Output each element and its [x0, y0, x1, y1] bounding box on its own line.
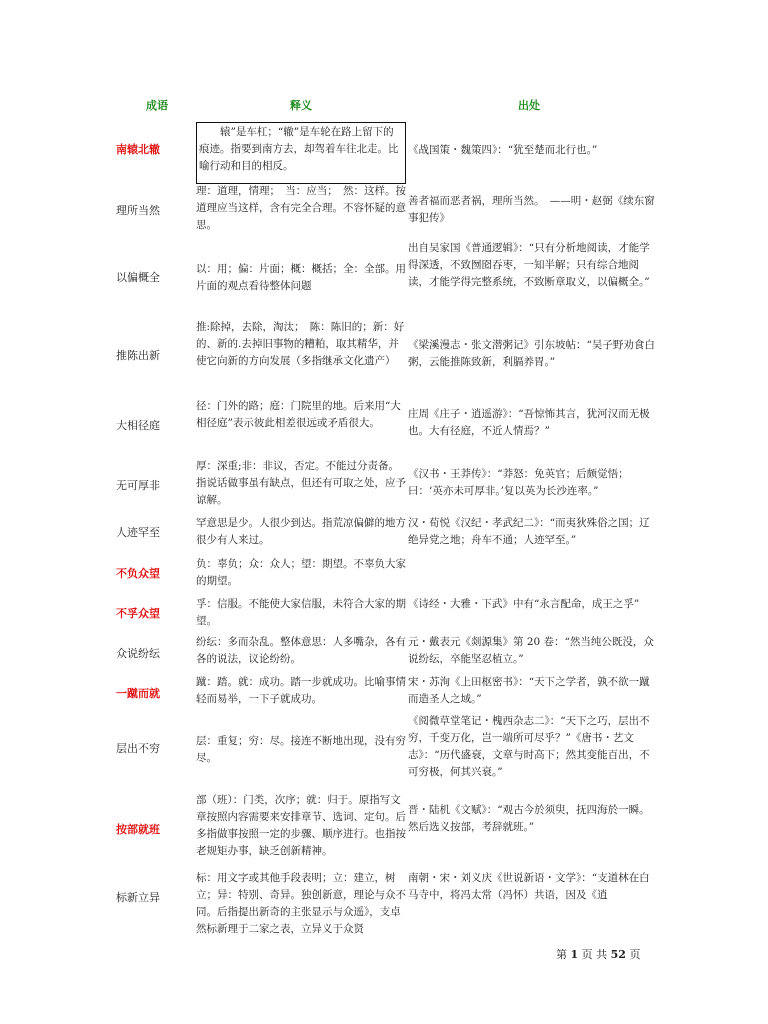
source-cell: 《阅微草堂笔记・槐西杂志二》：“天下之巧，层出不穷，千变万化，岂一端所可尽乎？”《唐书・艺文志》：“历代盛衰，文章与时高下；然其变能百出，不可穷极，何其兴衰。”: [408, 715, 650, 778]
meaning-cell: 推:除掉，去除，淘汰； 陈：陈旧的；新：好的、新的.去掉旧事物的糟粕，取其精华，并使它向新的方向发展（多指继承文化遗产）: [196, 321, 405, 367]
meaning-cell: 蹴：踏。就：成功。踏一步就成功。比喻事情轻而易举，一下子就成功。: [196, 676, 406, 705]
source-cell: 《战国策・魏策四》：“犹至楚而北行也。”: [408, 144, 598, 156]
idiom-cell: 按部就班: [116, 823, 160, 836]
page-footer: [556, 946, 640, 962]
idiom-cell: 理所当然: [116, 204, 160, 217]
meaning-cell: 孚：信服。不能使大家信服，未符合大家的期望。: [196, 598, 406, 627]
idiom-cell: 不负众望: [116, 567, 160, 580]
page-number: 1: [570, 948, 579, 961]
source-cell: 《诗经・大雅・下武》中有“永言配命，成王之孚”: [408, 598, 640, 610]
source-cell: 元・戴表元《剡源集》第 20 卷：“然当纯公既没，众说纷纭，卒能坚忍植立。”: [408, 636, 654, 665]
column-header-meaning: 释义: [290, 99, 312, 112]
meaning-cell: 部（班）：门类，次序；就：归于。原指写文章按照内容需要来安排章节、选词、定句。后多指做事按照一定的步骤、顺序进行。也指按老规矩办事，缺乏创新精神。: [196, 794, 406, 857]
meaning-cell: 理：道理，情理； 当：应当； 然：这样。按道理应当这样，含有完全合理。不容怀疑的意思。: [196, 185, 406, 231]
footer-suffix: 页: [629, 948, 641, 961]
meaning-cell: 以：用；偏：片面；概：概括；全：全部。用片面的观点看待整体问题: [196, 263, 406, 292]
source-cell: 出自吴家国《普通逻辑》：“只有分析地阅读，才能学得深透，不致囫囵吞枣，一知半解；只有综合地阅读，才能学得完整系统，不致断章取义，以偏概全。”: [408, 242, 650, 288]
source-cell: 善者福而恶者祸，理所当然。 ——明・赵弼《续东窗事犯传》: [408, 195, 655, 224]
source-cell: 《梁溪漫志・张文潜粥记》引东坡帖：“吴子野劝食白粥，云能推陈致新，利膈养胃。”: [408, 339, 655, 368]
meaning-cell: 层：重复；穷：尽。接连不断地出现，没有穷尽。: [196, 735, 406, 764]
page-total: 52: [610, 948, 626, 961]
source-cell: 《汉书・王莽传》：“莽怒：免英官；后颇觉悟；曰：‘英亦未可厚非。’复以英为长沙连率。”: [408, 468, 629, 497]
idiom-cell: 推陈出新: [116, 349, 160, 362]
source-cell: 宋・苏洵《上田枢密书》：“天下之学者，孰不欲一蹴而造圣人之域。”: [408, 676, 650, 705]
meaning-cell: 罕意思是少。人很少到达。指荒凉偏僻的地方很少有人来过。: [196, 517, 406, 546]
idiom-cell: 大相径庭: [116, 419, 160, 432]
meaning-cell: 辕”是车杠；“辙”是车轮在路上留下的痕迹。指要到南方去，却驾着车往北走。比喻行动和目的相反。: [196, 122, 406, 184]
idiom-cell: 层出不穷: [116, 742, 160, 755]
idiom-cell: 众说纷纭: [116, 647, 160, 660]
meaning-cell: 纷纭：多而杂乱。整体意思：人多嘴杂，各有各的说法，议论纷纷。: [196, 636, 406, 665]
source-cell: 南朝・宋・刘义庆《世说新语・文学》：“支道林在白马寺中，将冯太常（冯怀）共语，因及《逍: [408, 872, 650, 901]
idiom-cell: 南辕北辙: [116, 143, 160, 156]
idiom-cell: 无可厚非: [116, 479, 160, 492]
idiom-cell: 人迹罕至: [116, 526, 160, 539]
idiom-cell: 一蹴而就: [116, 687, 160, 700]
idiom-cell: 以偏概全: [116, 271, 160, 284]
source-cell: 庄周《庄子・逍遥游》：“吾惊怖其言，犹河汉而无极也。大有径庭，不近人情焉？”: [408, 408, 650, 437]
source-cell: 汉・荀悦《汉纪・孝武纪二》：“而夷狄殊俗之国；辽绝异党之地；舟车不通；人迹罕至。”: [408, 517, 650, 546]
column-header-idiom: 成语: [146, 99, 168, 112]
column-header-source: 出处: [518, 99, 540, 112]
idiom-cell: 不孚众望: [116, 607, 160, 620]
meaning-cell: 径：门外的路；庭：门院里的地。后来用“大相径庭”表示彼此相差很远或矛盾很大。: [196, 400, 401, 429]
footer-prefix: 第: [556, 948, 567, 961]
meaning-cell: 标：用文字或其他手段表明；立：建立，树立；异：特别、奇异。独创新意，理论与众不同。后指提出新奇的主张显示与众遥》，支卓然标新理于二家之表，立异义于众贤: [196, 872, 406, 935]
meaning-cell: 厚：深重;非：非议，否定。不能过分责备。指说话做事虽有缺点，但还有可取之处，应予谅解。: [196, 460, 406, 506]
meaning-cell: 负：辜负；众：众人；望：期望。不辜负大家的期望。: [196, 558, 406, 587]
footer-mid: 页 共: [581, 948, 608, 961]
source-cell: 晋・陆机《文赋》：“观古今於须臾，抚四海於一瞬。然后选义按部，考辞就班。”: [408, 804, 650, 833]
idiom-cell: 标新立异: [116, 891, 160, 904]
